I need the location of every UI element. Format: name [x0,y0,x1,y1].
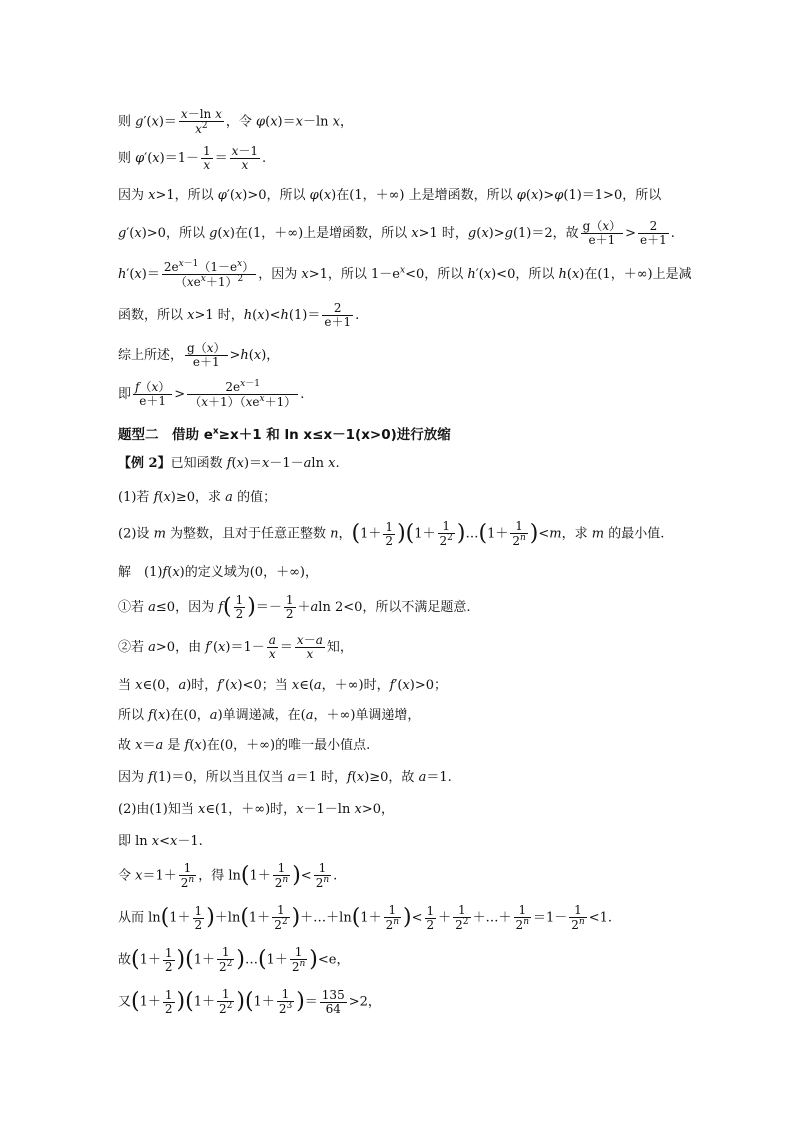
line-1: 则 g′(x)＝ $\frac{\text{x－ln x}}{x^2}$ ，令 φ(x)＝x－ln x， [118,107,353,137]
fraction: $\frac{2e^{x-1}(1-e^x)}{(xe^x+1)^2}$ [163,259,255,290]
example-2-title: 【例 2】已知函数 f(x)＝x－1－aln x. [118,456,340,471]
l1-a: 则 g′(x)＝ [118,114,177,130]
fraction: $\frac{1}{2}$ [194,903,203,932]
fraction: $\frac{\text{x－ln x}}{x^2}$ [180,107,222,137]
question-2: (2)设 m 为整数，且对于任意正整数 n，(1＋ $\frac{1}{2}$ )(1＋ $\frac{1}{2^2}$ )…(1＋ $\frac{1}{2^n}$ )<m，求 m 的最小值. [118,519,665,549]
line-16: 当 x∈(0，a)时，f′(x)<0；当 x∈(a，＋∞)时，f′(x)>0； [118,678,448,693]
fraction: $\frac{1}{2^n}$ [274,861,289,891]
fraction: $\frac{g(x)}{e+1}$ [187,341,226,370]
line-25: 又(1＋ $\frac{1}{2}$ )(1＋ $\frac{1}{2^2}$ )(1＋ $\frac{1}{2^3}$ )＝ $\frac{135}{64}$ >2， [118,987,381,1017]
line-21: 即 ln x<x－1. [118,834,203,849]
fraction: $\frac{x-a}{x}$ [296,633,323,662]
fraction: $\frac{2}{e+1}$ [640,219,667,248]
case-2: ②若 a>0，由 f′(x)＝1－ $\frac{a}{x}$ ＝ $\frac{x-a}{x}$ 知， [118,633,353,662]
fraction: $\frac{1}{2^2}$ [455,903,469,933]
fraction: $\frac{g(x)}{e+1}$ [582,219,622,248]
fraction: $\frac{1}{2^2}$ [218,945,233,975]
fraction: $\frac{1}{2^n}$ [385,903,399,933]
line-7: 综上所述， $\frac{g(x)}{e+1}$ >h(x)， [118,341,280,370]
fraction: $\frac{1}{2}$ [426,903,435,932]
question-1: (1)若 f(x)≥0，求 a 的值； [118,490,277,505]
line-17: 所以 f(x)在(0，a)单调递减，在(a，＋∞)单调递增， [118,708,421,723]
fraction: $\frac{1}{2^n}$ [291,945,306,975]
case-1: ①若 a≤0，因为 f( $\frac{1}{2}$ )＝－ $\frac{1}{2}$ ＋aln 2<0，所以不满足题意. [118,593,471,622]
fraction: $\frac{2e^{x-1}}{(x+1)(xe^x+1)}$ [189,379,297,410]
fraction: $\frac{1}{2^2}$ [218,987,233,1017]
fraction: $\frac{1}{2^n}$ [571,903,585,933]
line-22: 令 x＝1＋ $\frac{1}{2^n}$ ，得 ln(1＋ $\frac{1}{2^n}$ )< $\frac{1}{2^n}$ . [118,861,338,891]
fraction: $\frac{1}{2^n}$ [512,519,526,549]
fraction: $\frac{x-1}{x}$ [231,144,259,173]
line-18: 故 x＝a 是 f(x)在(0，＋∞)的唯一最小值点. [118,738,371,753]
line-6: 函数，所以 x>1 时，h(x)<h(1)＝ $\frac{2}{e+1}$ . [118,301,360,330]
fraction: $\frac{1}{2^n}$ [315,861,330,891]
line-20: (2)由(1)知当 x∈(1，＋∞)时，x－1－ln x>0， [118,802,394,817]
line-8: 即 $\frac{f(x)}{e+1}$ > $\frac{2e^{x-1}}{(x+1)(xe^x+1)}$ . [118,379,305,410]
line-3: 因为 x>1，所以 φ′(x)>0，所以 φ(x)在(1，＋∞) 上是增函数，所以 φ(x)>φ(1)＝1>0，所以 [118,188,662,203]
fraction: $\frac{1}{2}$ [385,519,394,548]
solution-start: 解 (1)f(x)的定义域为(0，＋∞)， [118,565,318,580]
fraction: $\frac{1}{2^2}$ [439,519,453,549]
fraction: $\frac{1}{2}$ [235,593,244,622]
fraction: $\frac{1}{2^3}$ [278,987,293,1017]
line-4: g′(x)>0，所以 g(x)在(1，＋∞)上是增函数，所以 x>1 时，g(x)>g(1)＝2，故 $\frac{g(x)}{e+1}$ > $\frac{2}{e+1}$ . [118,219,675,248]
section-heading: 题型二 借助 $e^x\ge x+1$ 和 ln x≤x－1(x>0)进行放缩 [118,426,451,443]
fraction: $\frac{1}{2}$ [164,945,173,974]
fraction: $\frac{135}{64}$ [321,987,345,1016]
fraction: $\frac{a}{x}$ [268,633,276,662]
line-23: 从而 ln(1＋ $\frac{1}{2}$ )＋ln(1＋ $\frac{1}{2^2}$ )＋…＋ln(1＋ $\frac{1}{2^n}$ )< $\frac{1}{2}$ ＋ $\frac{1}{2^2}$ ＋…＋ $\frac{1}{2^n}$ ＝1－ $\frac{1}{2^n}$ <1. [118,903,612,933]
fraction: $\frac{1}{2}$ [164,987,173,1016]
fraction: $\frac{1}{x}$ [202,144,211,173]
line-24: 故(1＋ $\frac{1}{2}$ )(1＋ $\frac{1}{2^2}$ )…(1＋ $\frac{1}{2^n}$ )<e， [118,945,350,975]
fraction: $\frac{1}{2^2}$ [274,903,288,933]
line-2: 则 φ′(x)＝1－ $\frac{1}{x}$ ＝ $\frac{x-1}{x}$ . [118,144,267,173]
line-19: 因为 f(1)＝0，所以当且仅当 a＝1 时，f(x)≥0，故 a＝1. [118,770,452,785]
line-5: h′(x)＝ $\frac{2e^{x-1}(1-e^x)}{(xe^x+1)^2}$ ，因为 x>1，所以 $1-e^x<0$，所以 h′(x)<0，所以 h(x)在(1，＋∞)上是减 [118,259,692,290]
fraction: $\frac{2}{e+1}$ [324,301,352,330]
fraction: $\frac{1}{2}$ [285,593,294,622]
fraction: $\frac{1}{2^n}$ [515,903,529,933]
fraction: $\frac{f(x)}{e+1}$ [135,380,171,409]
fraction: $\frac{1}{2^n}$ [180,861,195,891]
